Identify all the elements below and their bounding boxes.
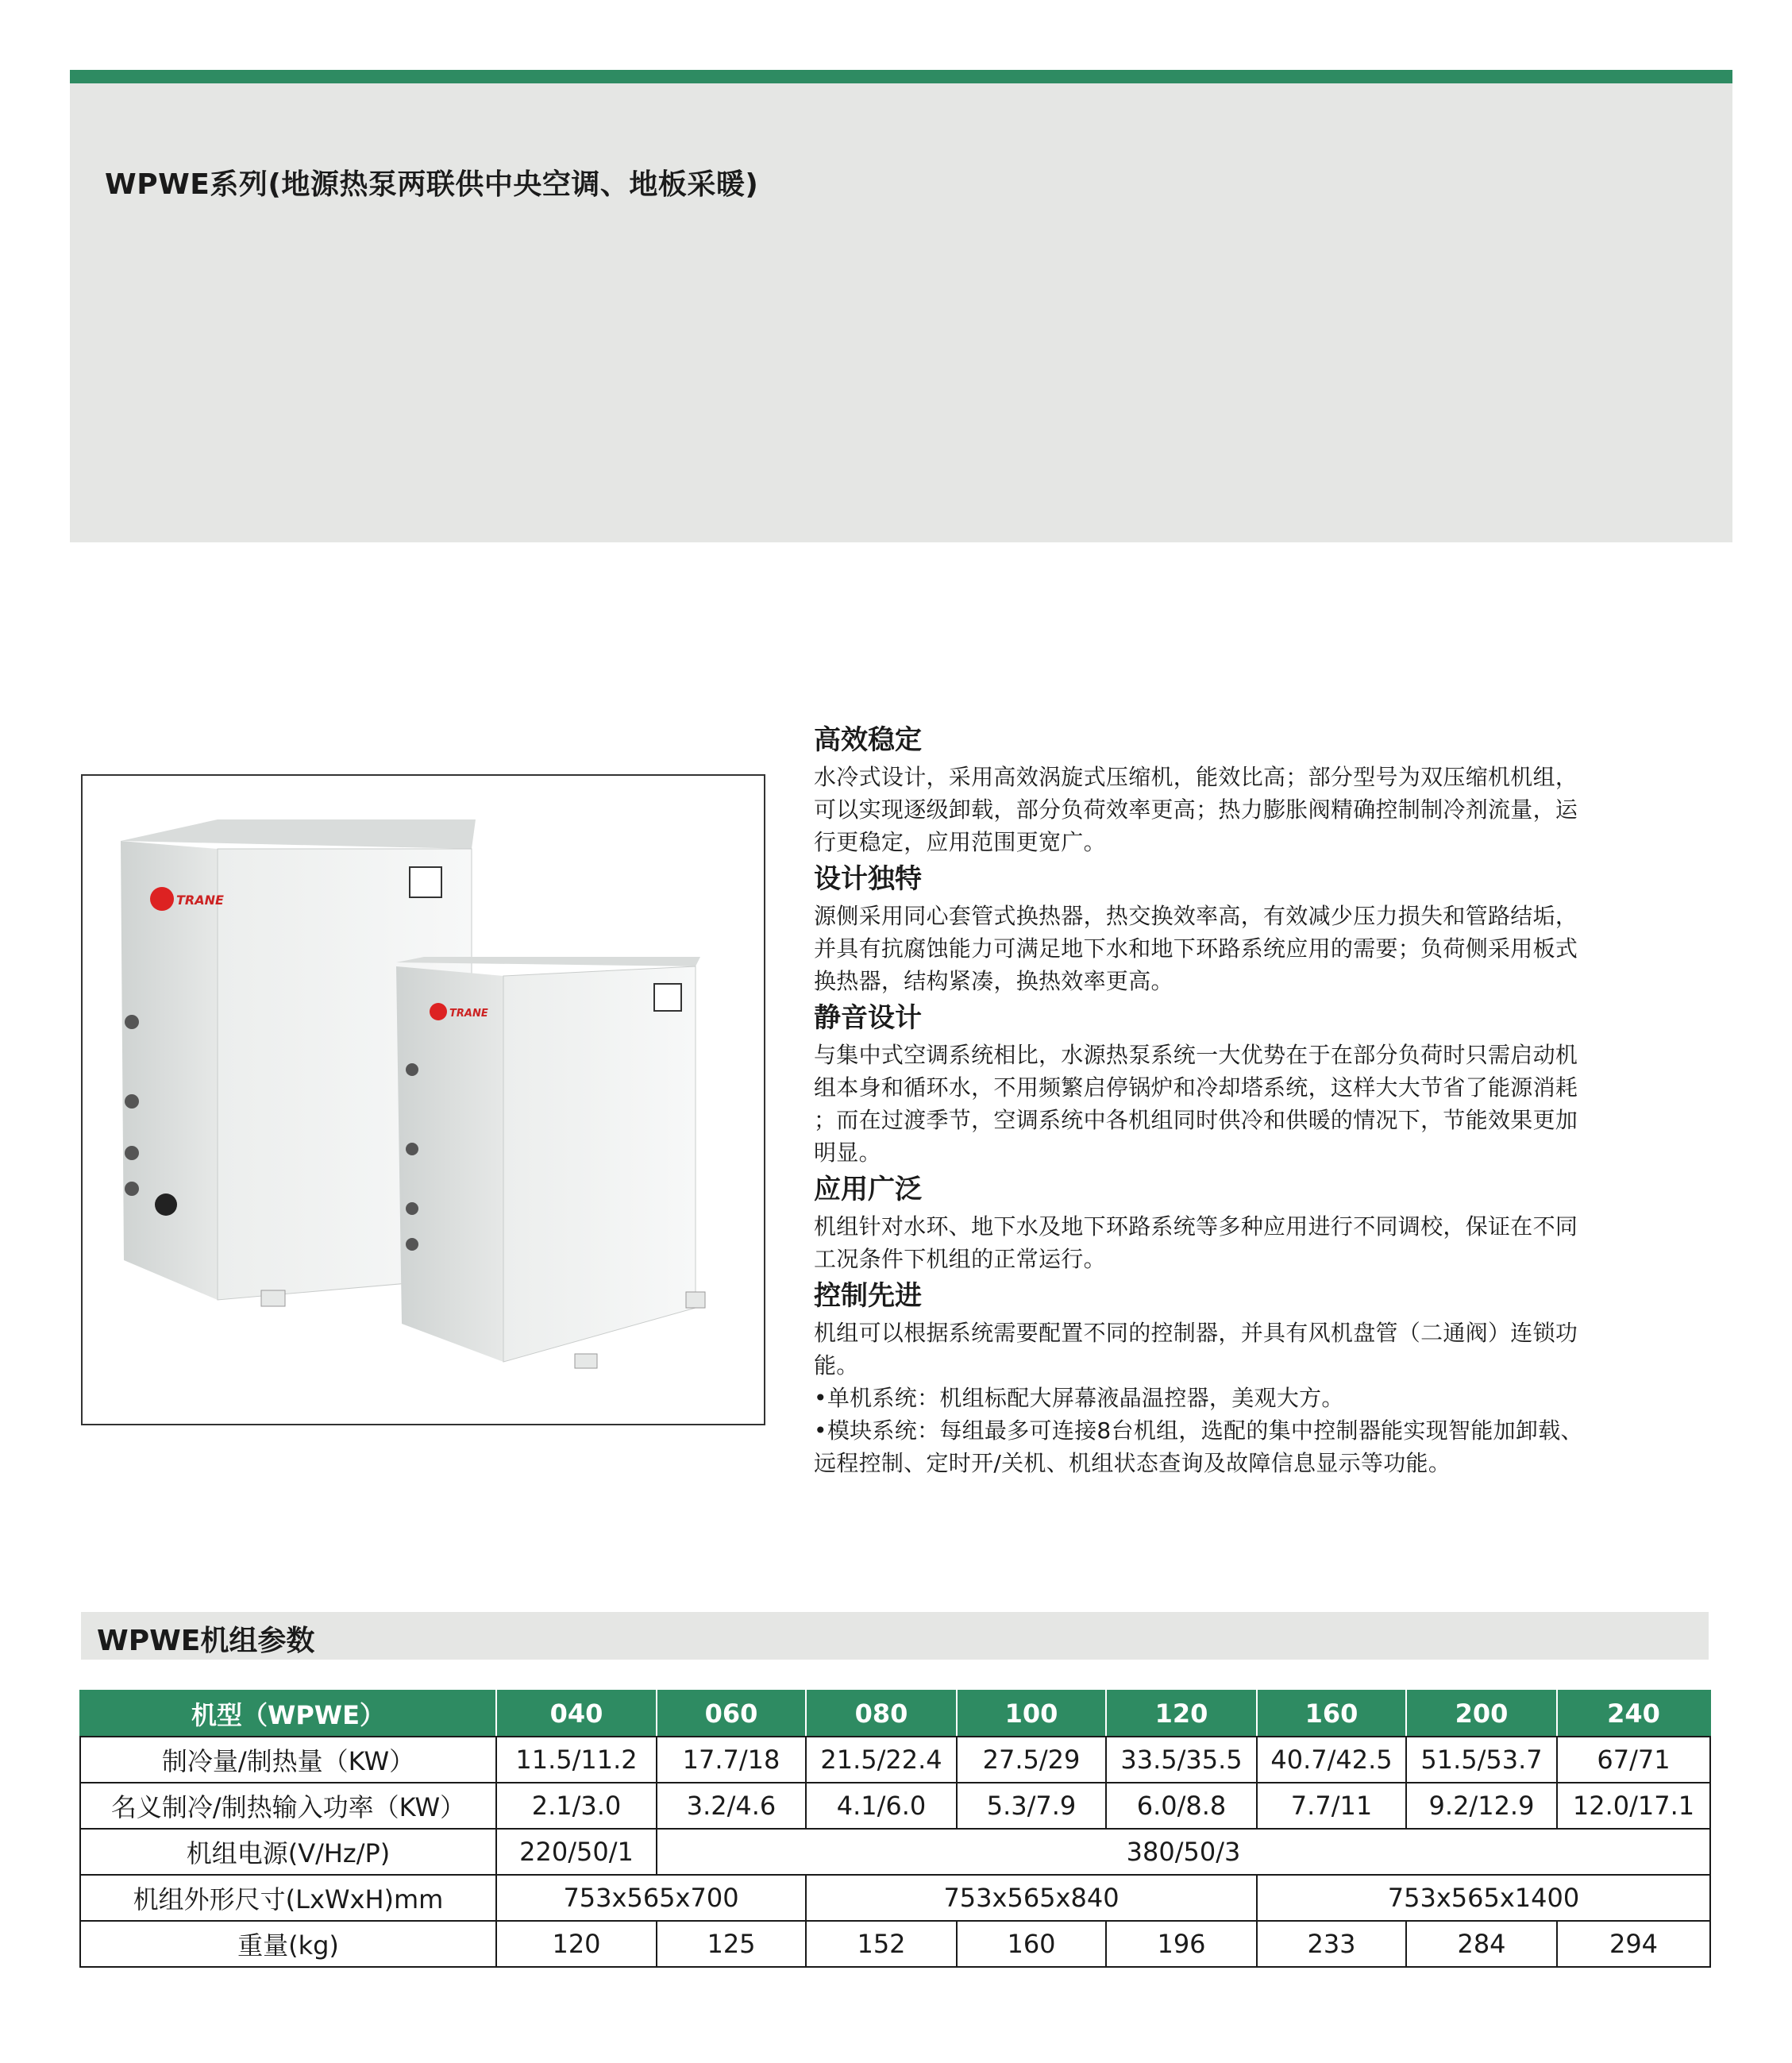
feature-heading: 高效稳定 — [814, 724, 922, 756]
table-cell: 51.5/53.7 — [1406, 1737, 1557, 1783]
table-cell: 753x565x1400 — [1257, 1875, 1710, 1921]
row-label: 制冷量/制热量（KW） — [80, 1737, 496, 1783]
feature-text-line: 行更稳定，应用范围更宽广。 — [814, 829, 1106, 855]
trane-logo-text: TRANE — [176, 893, 224, 908]
table-cell: 40.7/42.5 — [1257, 1737, 1406, 1783]
table-cell: 196 — [1106, 1921, 1257, 1967]
trane-logo-icon-small — [430, 1003, 447, 1020]
table-cell: 67/71 — [1557, 1737, 1710, 1783]
row-label: 重量(kg) — [80, 1921, 496, 1967]
feature-text-line: 与集中式空调系统相比，水源热泵系统一大优势在于在部分负荷时只需启动机 — [814, 1042, 1578, 1068]
table-cell: 284 — [1406, 1921, 1557, 1967]
table-cell: 125 — [657, 1921, 806, 1967]
table-cell: 753x565x700 — [496, 1875, 806, 1921]
table-row — [80, 1829, 1710, 1875]
table-cell: 220/50/1 — [496, 1829, 657, 1875]
feature-text-line: 能。 — [814, 1352, 859, 1379]
table-cell: 3.2/4.6 — [657, 1783, 806, 1829]
feature-text-line: 机组针对水环、地下水及地下环路系统等多种应用进行不同调校，保证在不同 — [814, 1213, 1578, 1240]
table-cell: 233 — [1257, 1921, 1406, 1967]
table-row — [80, 1737, 1710, 1783]
row-label: 机组外形尺寸(LxWxH)mm — [80, 1875, 496, 1921]
table-cell: 33.5/35.5 — [1106, 1737, 1257, 1783]
power-port-icon — [155, 1193, 177, 1216]
table-header-model: 060 — [657, 1691, 806, 1737]
feature-text-line: 换热器，结构紧凑，换热效率更高。 — [814, 968, 1173, 994]
warning-label-icon-small — [654, 984, 681, 1011]
product-photo — [81, 774, 765, 1425]
row-label: 名义制冷/制热输入功率（KW） — [80, 1783, 496, 1829]
feature-heading: 控制先进 — [814, 1280, 922, 1312]
feature-text-line: 机组可以根据系统需要配置不同的控制器，并具有风机盘管（二通阀）连锁功 — [814, 1320, 1578, 1346]
table-header-model: 080 — [806, 1691, 957, 1737]
feature-text-line: 源侧采用同心套管式换热器，热交换效率高，有效减少压力损失和管路结垢， — [814, 903, 1578, 929]
table-row — [80, 1783, 1710, 1829]
table-cell: 753x565x840 — [806, 1875, 1257, 1921]
table-cell: 160 — [957, 1921, 1106, 1967]
table-cell: 12.0/17.1 — [1557, 1783, 1710, 1829]
large-unit-top — [121, 819, 476, 849]
feature-text-line: •单机系统：机组标配大屏幕液晶温控器，美观大方。 — [814, 1385, 1344, 1411]
feature-text-line: 组本身和循环水，不用频繁启停锅炉和冷却塔系统，这样大大节省了能源消耗 — [814, 1074, 1578, 1101]
table-row — [80, 1921, 1710, 1967]
feature-text-line: 并具有抗腐蚀能力可满足地下水和地下环路系统应用的需要；负荷侧采用板式 — [814, 935, 1578, 962]
table-row — [80, 1875, 1710, 1921]
table-cell: 152 — [806, 1921, 957, 1967]
header-panel — [70, 83, 1732, 542]
feature-heading: 设计独特 — [814, 863, 922, 895]
feature-list — [814, 719, 1711, 1479]
trane-logo-text-small: TRANE — [449, 1008, 488, 1020]
feature-heading: 应用广泛 — [814, 1174, 922, 1205]
table-cell: 21.5/22.4 — [806, 1737, 957, 1783]
table-cell: 7.7/11 — [1257, 1783, 1406, 1829]
feature-text-line: 远程控制、定时开/关机、机组状态查询及故障信息显示等功能。 — [814, 1450, 1451, 1476]
table-header-model: 120 — [1106, 1691, 1257, 1737]
table-cell: 11.5/11.2 — [496, 1737, 657, 1783]
table-header-model: 100 — [957, 1691, 1106, 1737]
params-title: WPWE机组参数 — [97, 1625, 315, 1657]
feature-heading: 静音设计 — [814, 1002, 922, 1034]
table-cell: 9.2/12.9 — [1406, 1783, 1557, 1829]
table-header-label: 机型（WPWE） — [80, 1691, 496, 1737]
table-cell: 4.1/6.0 — [806, 1783, 957, 1829]
table-cell: 2.1/3.0 — [496, 1783, 657, 1829]
table-header-model: 200 — [1406, 1691, 1557, 1737]
top-accent-bar — [70, 70, 1732, 83]
feature-text-line: •模块系统：每组最多可连接8台机组，选配的集中控制器能实现智能加卸载、 — [814, 1417, 1583, 1444]
feature-text-line: 可以实现逐级卸载，部分负荷效率更高；热力膨胀阀精确控制制冷剂流量，运 — [814, 796, 1578, 823]
params-title-bar — [81, 1612, 1709, 1660]
table-cell: 27.5/29 — [957, 1737, 1106, 1783]
trane-logo-icon — [150, 887, 174, 911]
warning-label-icon — [410, 867, 441, 897]
table-cell: 294 — [1557, 1921, 1710, 1967]
small-unit-side — [396, 966, 503, 1362]
feature-text-line: ；而在过渡季节，空调系统中各机组同时供冷和供暖的情况下，节能效果更加 — [814, 1107, 1578, 1133]
spec-table — [79, 1690, 1711, 1968]
large-unit-side — [121, 841, 218, 1300]
table-cell: 120 — [496, 1921, 657, 1967]
table-header-model: 040 — [496, 1691, 657, 1737]
feature-text-line: 明显。 — [814, 1139, 881, 1166]
page-title: WPWE系列(地源热泵两联供中央空调、地板采暖) — [105, 168, 759, 201]
table-cell: 6.0/8.8 — [1106, 1783, 1257, 1829]
row-label: 机组电源(V/Hz/P) — [80, 1829, 496, 1875]
feature-text-line: 工况条件下机组的正常运行。 — [814, 1246, 1106, 1272]
table-cell: 380/50/3 — [657, 1829, 1710, 1875]
table-header-model: 240 — [1557, 1691, 1710, 1737]
table-header-model: 160 — [1257, 1691, 1406, 1737]
table-cell: 17.7/18 — [657, 1737, 806, 1783]
table-cell: 5.3/7.9 — [957, 1783, 1106, 1829]
small-unit-front — [503, 966, 696, 1362]
feature-text-line: 水冷式设计，采用高效涡旋式压缩机，能效比高；部分型号为双压缩机机组， — [814, 764, 1578, 790]
